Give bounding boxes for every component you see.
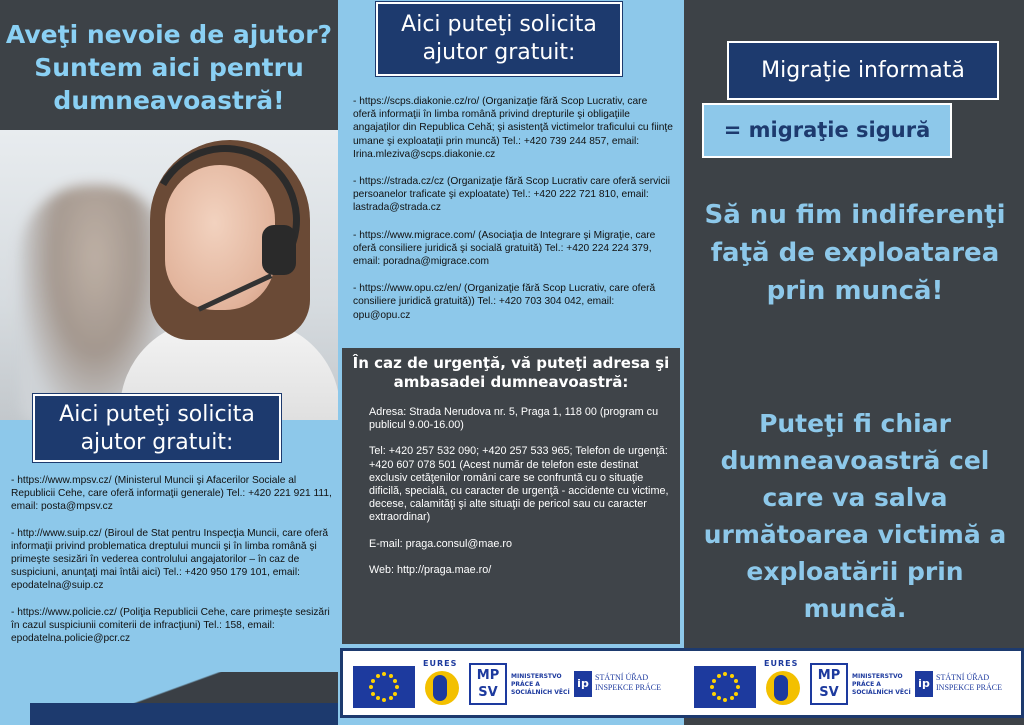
list-item: - https://scps.diakonie.cz/ro/ (Organizaţie fără Scop Lucrativ, care oferă informaţii în limba română privind drepturile şi obligaţiile angajaţilor din Republica Cehă; şi asistenţă victimelor traficului cu fiinţe umane şi exploataţii prin muncă) Tel.: +420 739 244 857, email: Irina.mleziva@scps.diakonie.cz bbox=[353, 96, 673, 160]
eu-star-icon bbox=[371, 679, 375, 683]
emergency-body bbox=[369, 406, 669, 590]
eures-text: EURES bbox=[423, 659, 458, 668]
embassy-email: E-mail: praga.consul@mae.ro bbox=[369, 537, 512, 550]
middle-panel bbox=[338, 0, 684, 725]
eures-mark-inner bbox=[774, 675, 788, 701]
left-help-title: Aici puteţi solicita ajutor gratuit: bbox=[33, 394, 281, 462]
left-navy-strip bbox=[30, 703, 338, 725]
eu-star-icon bbox=[389, 674, 393, 678]
eu-star-icon bbox=[736, 685, 740, 689]
eu-star-icon bbox=[369, 685, 373, 689]
partner-logos bbox=[343, 651, 684, 715]
middle-help-title: Aici puteţi solicita ajutor gratuit: bbox=[376, 2, 622, 76]
informed-migration-title: Migraţie informată bbox=[727, 41, 999, 100]
eu-star-icon bbox=[712, 679, 716, 683]
eu-star-icon bbox=[730, 696, 734, 700]
left-headline: Aveţi nevoie de ajutor? Suntem aici pentru dumneavoastră! bbox=[5, 20, 333, 115]
embassy-web: Web: http://praga.mae.ro/ bbox=[369, 563, 492, 576]
eu-star-icon bbox=[393, 692, 397, 696]
ip-label: STÁTNÍ ÚŘAD INSPEKCE PRÁCE bbox=[595, 673, 662, 692]
right-panel bbox=[684, 0, 1024, 725]
safe-migration-title: = migraţie sigură bbox=[702, 103, 952, 158]
mpsv-label: MINISTERSTVO PRÁCE A SOCIÁLNÍCH VĚCÍ bbox=[511, 673, 570, 696]
eures-mark-inner bbox=[433, 675, 447, 701]
eu-star-icon bbox=[712, 692, 716, 696]
eu-star-icon bbox=[723, 698, 727, 702]
partner-logos bbox=[684, 651, 1021, 715]
list-item: - https://www.migrace.com/ (Asociaţia de Integrare şi Migraţie, care oferă consiliere juridică şi socială gratuită) Tel.: +420 224 224 379, email: poradna@migrace.com bbox=[353, 229, 656, 268]
emergency-title: În caz de urgenţă, vă puteţi adresa şi ambasadei dumneavoastră: bbox=[352, 354, 670, 391]
eu-star-icon bbox=[730, 674, 734, 678]
mpsv-logo: MP SV bbox=[469, 663, 507, 705]
left-panel bbox=[0, 0, 338, 725]
mpsv-logo: MP SV bbox=[810, 663, 848, 705]
left-contact-list bbox=[11, 474, 335, 658]
eures-text: EURES bbox=[764, 659, 799, 668]
eu-star-icon bbox=[376, 674, 380, 678]
logo-band-right bbox=[684, 648, 1024, 718]
list-item: - https://www.policie.cz/ (Poliţia Republicii Cehe, care primeşte sesizări în cazul suspiciunii comiterii de infracţiuni) Tel.: 158, email: epodatelna.policie@pcr.cz bbox=[11, 606, 330, 645]
list-item: - https://strada.cz/cz (Organizaţie fără Scop Lucrativ care oferă servicii persoanelor traficate şi exploatate) Tel.: +420 222 721 810, email: lastrada@strada.cz bbox=[353, 176, 671, 214]
indifference-slogan: Să nu fim indiferenţi faţă de exploatarea prin muncă! bbox=[704, 200, 1006, 306]
emergency-box bbox=[342, 348, 680, 644]
ip-logo: ip bbox=[574, 671, 592, 697]
eu-star-icon bbox=[710, 685, 714, 689]
middle-contact-list bbox=[353, 95, 673, 336]
eu-star-icon bbox=[395, 685, 399, 689]
eures-logo bbox=[423, 659, 463, 709]
eu-star-icon bbox=[723, 672, 727, 676]
eu-star-icon bbox=[717, 674, 721, 678]
headset-earpiece bbox=[262, 225, 296, 275]
eu-star-icon bbox=[734, 679, 738, 683]
eu-star-icon bbox=[734, 692, 738, 696]
eu-star-icon bbox=[382, 698, 386, 702]
eu-star-icon bbox=[376, 696, 380, 700]
embassy-phones: Tel: +420 257 532 090; +420 257 533 965; Telefon de urgenţă: +420 607 078 501 (Acest număr de telefon este destinat exclusiv cetăţenilor români care se confruntă cu o situaţie dificilă, specială, cu caracter de urgenţă - accidente cu victime, decese, calamităţi şi alte situaţii de pericol sau cu caracter extraordinar) bbox=[369, 445, 669, 524]
eu-star-icon bbox=[382, 672, 386, 676]
eu-star-icon bbox=[371, 692, 375, 696]
eu-flag-icon bbox=[353, 666, 415, 708]
eu-star-icon bbox=[389, 696, 393, 700]
eures-logo bbox=[764, 659, 804, 709]
eu-flag-icon bbox=[694, 666, 756, 708]
list-item: - https://www.opu.cz/en/ (Organizaţie fără Scop Lucrativ, care oferă consiliere juridică gratuită)) Tel.: +420 703 304 042, email: opu@opu.cz bbox=[353, 283, 656, 321]
mpsv-label: MINISTERSTVO PRÁCE A SOCIÁLNÍCH VĚCÍ bbox=[852, 673, 911, 696]
list-item: - http://www.suip.cz/ (Biroul de Stat pentru Inspecţia Muncii, care oferă informaţii privind problematica dreptului muncii şi în limba română şi primeşte sesizări în vederea controlului angajatorilor – în caz de suspiciuni, anunţaţi mai întâi aici) Tel.: +420 950 179 101, email: epodatelna@suip.cz bbox=[11, 527, 329, 592]
ip-label: STÁTNÍ ÚŘAD INSPEKCE PRÁCE bbox=[936, 673, 1003, 692]
list-item: - https://www.mpsv.cz/ (Ministerul Muncii şi Afacerilor Sociale al Republicii Cehe, care oferă informaţii generale) Tel.: +420 221 921 111, email: posta@mpsv.cz bbox=[11, 475, 332, 513]
eu-star-icon bbox=[717, 696, 721, 700]
call-center-photo bbox=[0, 130, 338, 420]
embassy-address: Adresa: Strada Nerudova nr. 5, Praga 1, 118 00 (program cu publicul 9.00-16.00) bbox=[369, 406, 659, 432]
eu-star-icon bbox=[393, 679, 397, 683]
ip-logo: ip bbox=[915, 671, 933, 697]
save-victim-slogan: Puteţi fi chiar dumneavoastră cel care va salva următoarea victimă a exploatării prin muncă. bbox=[703, 409, 1007, 623]
logo-band-left bbox=[340, 648, 684, 718]
